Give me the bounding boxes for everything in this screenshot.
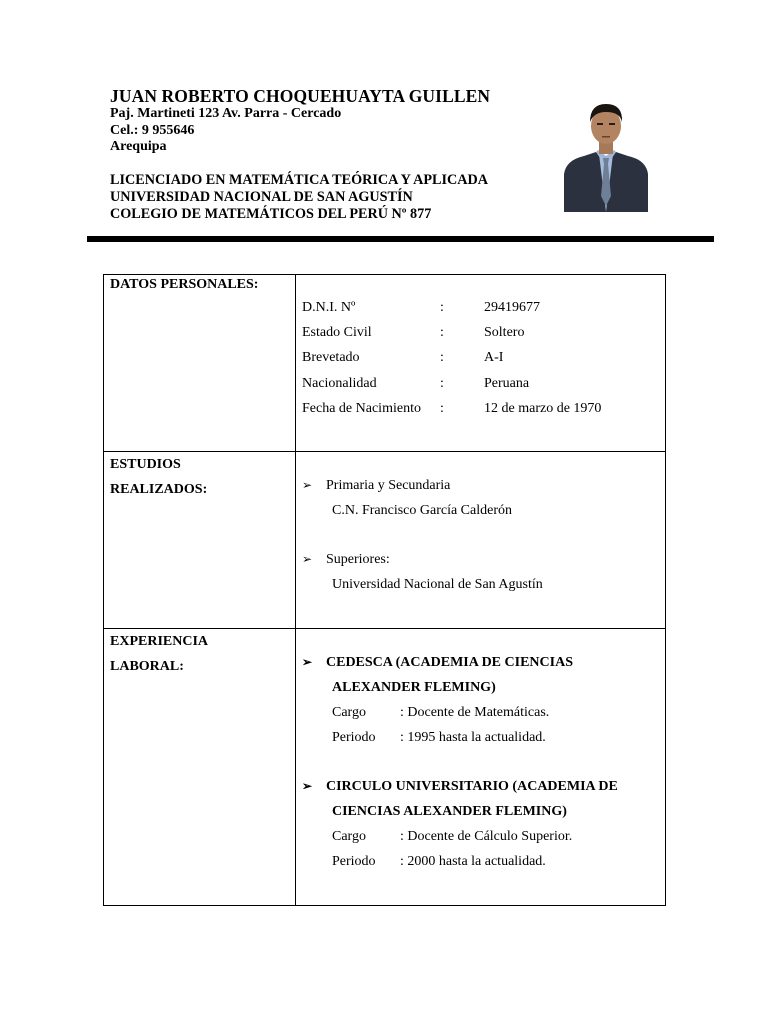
job-item: [302, 774, 665, 799]
cv-table: [103, 274, 666, 906]
qualification-university: UNIVERSIDAD NACIONAL DE SAN AGUSTÍN: [110, 189, 413, 205]
info-row-birthdate: Fecha de Nacimiento : 12 de marzo de 1970: [302, 400, 602, 416]
job-cargo: Cargo : Docente de Matemáticas.: [332, 705, 550, 720]
header-divider: [87, 236, 714, 242]
qualification-college: COLEGIO DE MATEMÁTICOS DEL PERÚ Nº 877: [110, 206, 432, 222]
job-title-line1: CEDESCA (ACADEMIA DE CIENCIAS: [326, 655, 573, 670]
study-heading: Primaria y Secundaria: [326, 478, 451, 493]
profile-photo: [562, 96, 650, 212]
job-item: [302, 650, 665, 675]
job-title-line2: CIENCIAS ALEXANDER FLEMING): [332, 804, 567, 819]
experience-data-cell: [296, 629, 666, 906]
studies-title-line2: REALIZADOS:: [110, 482, 208, 497]
study-heading: Superiores:: [326, 552, 390, 567]
job-title-line2: ALEXANDER FLEMING): [332, 680, 496, 695]
qualification-degree: LICENCIADO EN MATEMÁTICA TEÓRICA Y APLICADA: [110, 172, 488, 188]
job-periodo: Periodo : 1995 hasta la actualidad.: [332, 730, 546, 745]
arrow-bullet-icon: ➢: [302, 552, 313, 566]
qualifications: [110, 172, 550, 223]
studies-label-cell: [104, 452, 296, 629]
phone: Cel.: 9 955646: [110, 122, 195, 138]
arrow-bullet-icon: ➢: [302, 478, 313, 492]
experience-label-cell: [104, 629, 296, 906]
job-title-line1: CIRCULO UNIVERSITARIO (ACADEMIA DE: [326, 779, 618, 794]
personal-title: DATOS PERSONALES:: [110, 277, 259, 292]
study-detail: C.N. Francisco García Calderón: [332, 503, 512, 518]
info-row-dni: D.N.I. Nº : 29419677: [302, 300, 540, 315]
full-name: JUAN ROBERTO CHOQUEHUAYTA GUILLEN: [110, 86, 491, 106]
study-item: [302, 473, 665, 498]
info-row-nationality: Nacionalidad : Peruana: [302, 375, 530, 391]
city: Arequipa: [110, 139, 167, 154]
info-row-license: Brevetado : A-I: [302, 350, 504, 366]
studies-title-line1: ESTUDIOS: [110, 457, 181, 472]
arrow-bullet-icon: ➢: [302, 655, 313, 669]
cv-header: [110, 86, 550, 156]
personal-label-cell: [104, 275, 296, 452]
experience-title-line2: LABORAL:: [110, 659, 184, 674]
studies-data-cell: [296, 452, 666, 629]
experience-title-line1: EXPERIENCIA: [110, 634, 209, 649]
study-item: [302, 547, 665, 572]
job-periodo: Periodo : 2000 hasta la actualidad.: [332, 854, 546, 869]
address: Paj. Martineti 123 Av. Parra - Cercado: [110, 106, 342, 121]
study-detail: Universidad Nacional de San Agustín: [332, 577, 543, 592]
personal-data-cell: [296, 275, 666, 452]
job-cargo: Cargo : Docente de Cálculo Superior.: [332, 829, 573, 844]
arrow-bullet-icon: ➢: [302, 779, 313, 793]
info-row-marital-status: Estado Civil : Soltero: [302, 325, 525, 341]
